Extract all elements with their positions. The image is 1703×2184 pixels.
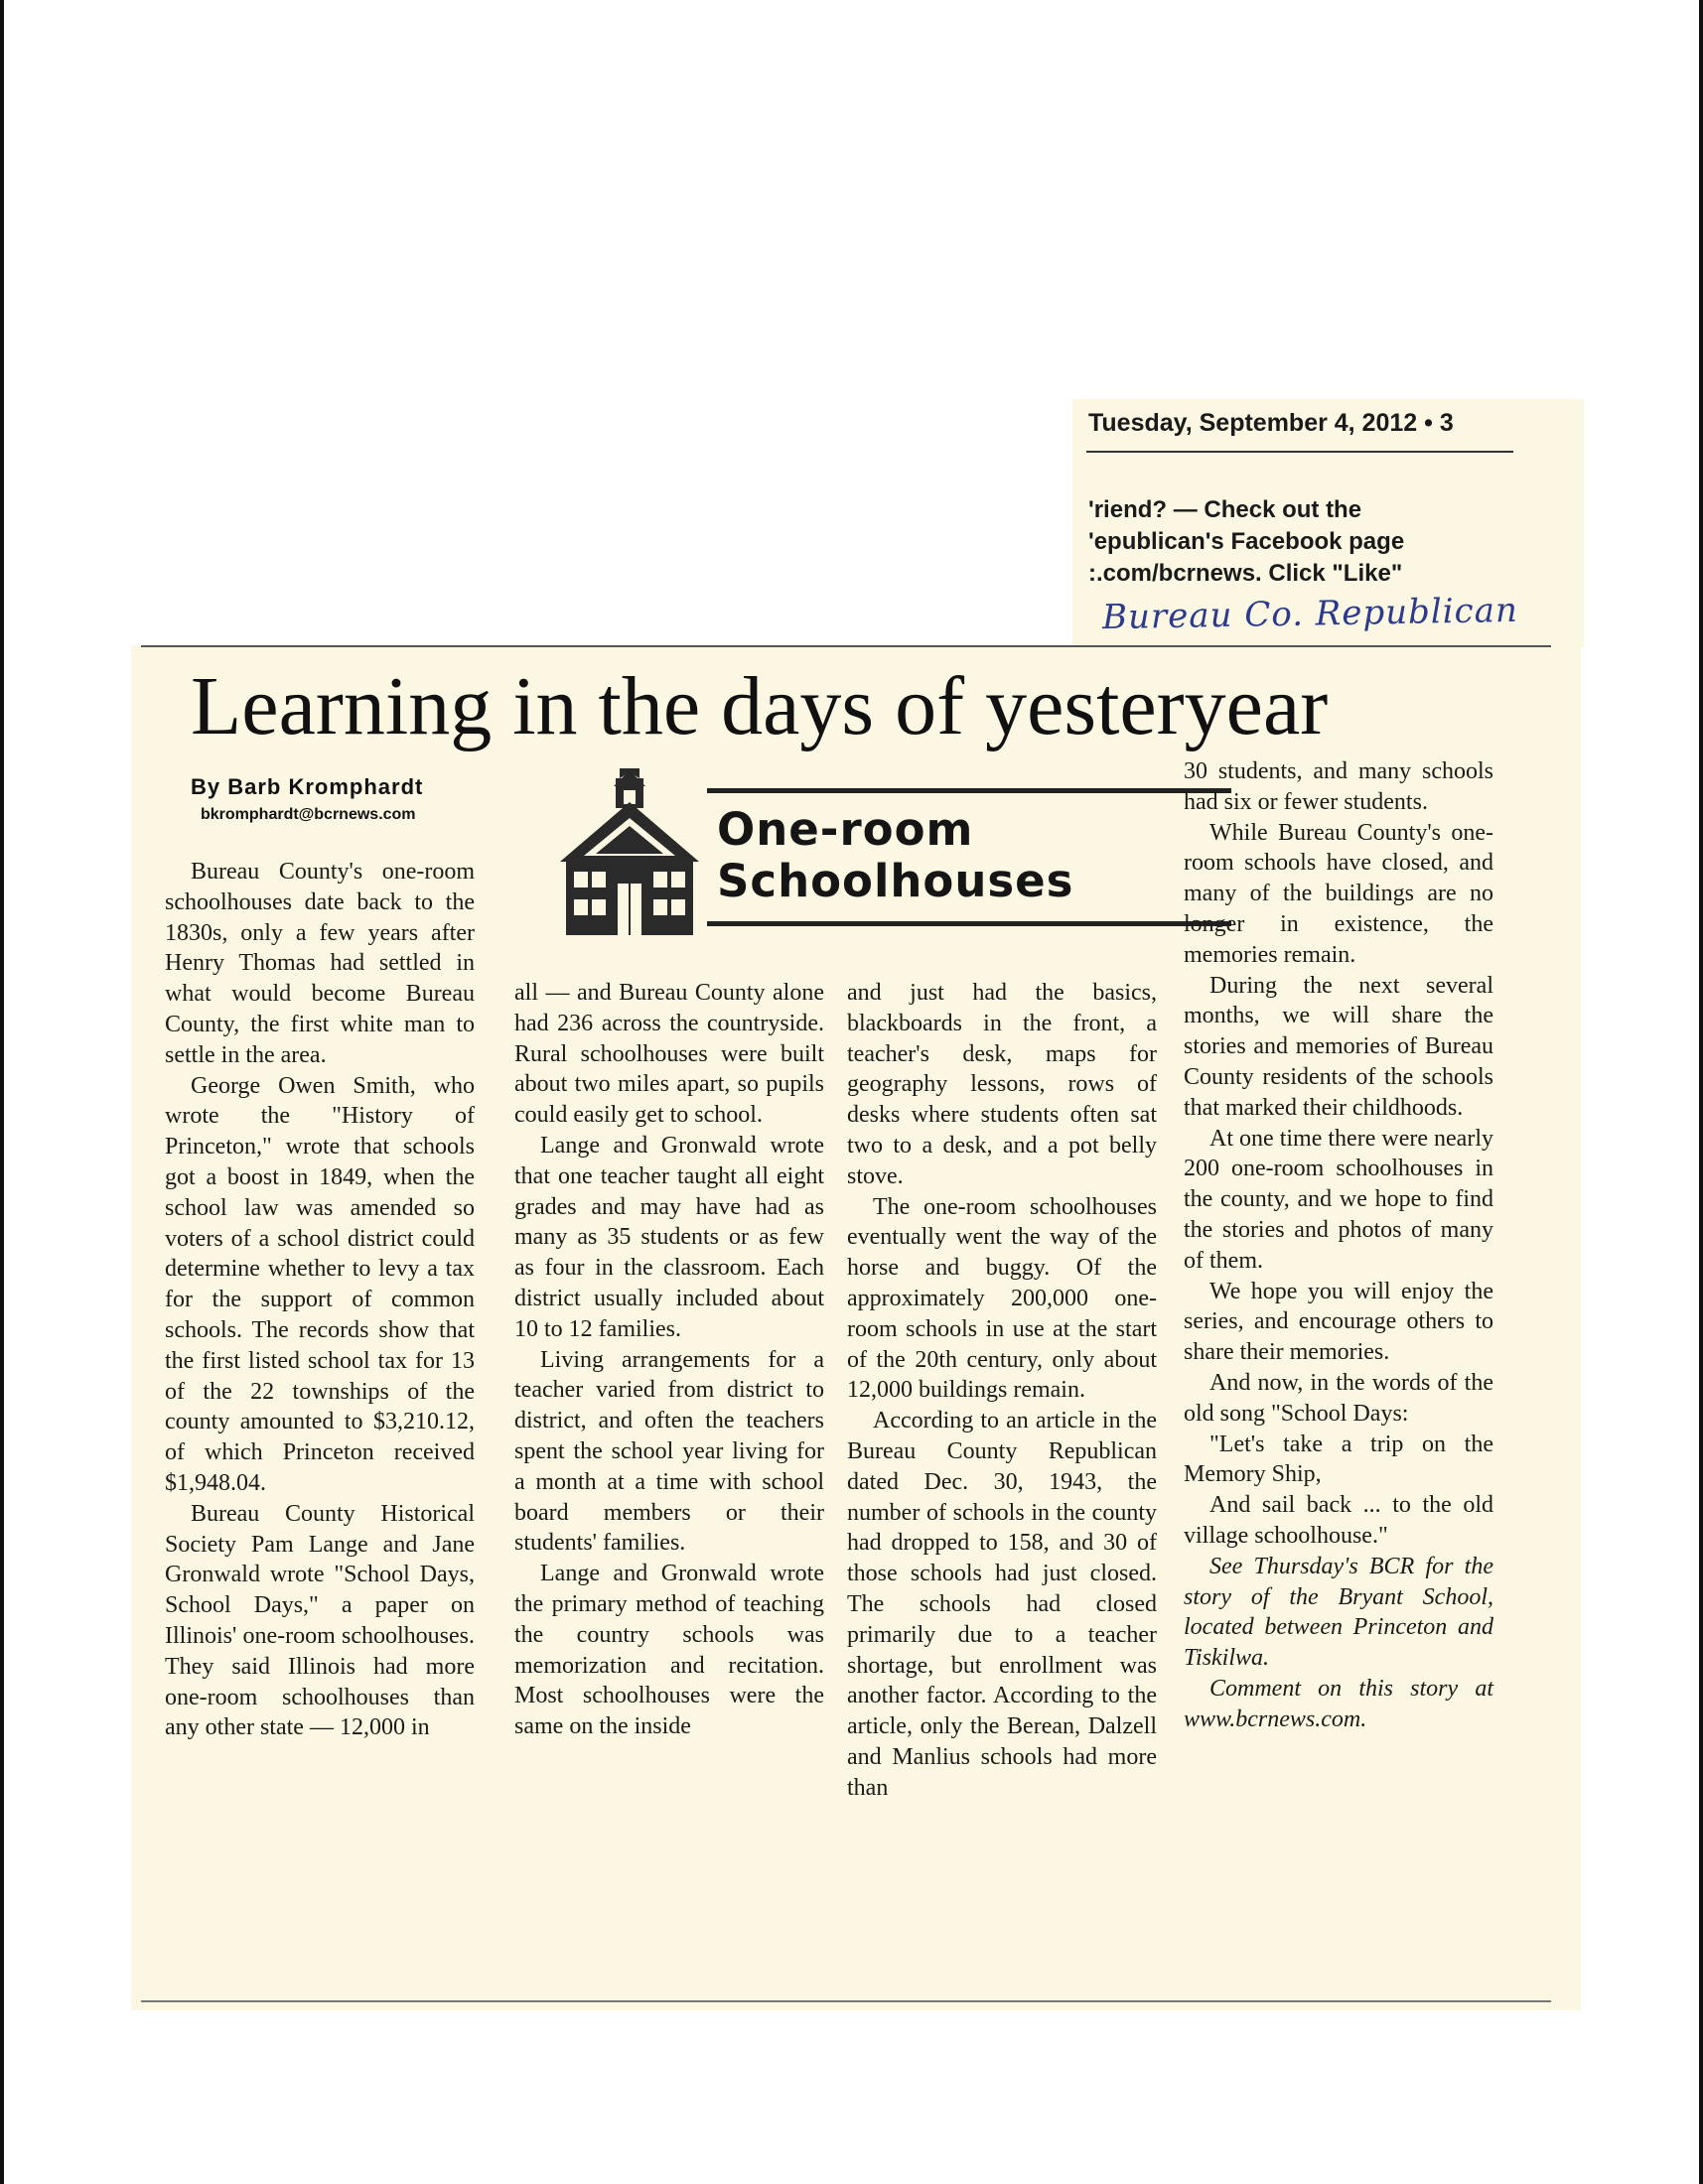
article-clipping [131, 645, 1581, 2010]
logo-title-line: One-room [717, 803, 974, 856]
promo-line: 'riend? — Check out the [1088, 496, 1362, 523]
facebook-promo [1088, 494, 1486, 590]
article-column-3 [847, 978, 1157, 1804]
logo-top-bar [707, 788, 1231, 793]
paragraph: George Owen Smith, who wrote the "History of Princeton," wrote that schools got a boost in 1849, when the school law was amended so voters of a school district could determine whether to levy a tax for the support of common schools. The records show that the first listed school tax for 13 of the 22 townships of the county amounted to $3,210.12, of which Princeton received $1,948.04. [165, 1072, 475, 1496]
paragraph: Living arrangements for a teacher varied from district to district, and often the teachers spent the school year living for a month at a time with school board members or their students' families. [514, 1346, 824, 1557]
paragraph: 30 students, and many schools had six or fewer students. [1184, 758, 1493, 815]
promo-line: :.com/bcrnews. Click "Like" [1088, 560, 1403, 587]
bottom-rule [141, 2000, 1551, 2002]
handwritten-source-note: Bureau Co. Republican [1101, 590, 1519, 638]
paragraph: And now, in the words of the old song "School Days: [1184, 1369, 1493, 1427]
comment-note: Comment on this story at www.bcrnews.com. [1184, 1675, 1493, 1732]
scan-edge-right [1699, 0, 1703, 2184]
dateline-rule [1086, 451, 1513, 453]
paragraph: While Bureau County's one-room schools have closed, and many of the buildings are no longer in existence, the memories remain. [1184, 819, 1493, 968]
paragraph: The one-room schoolhouses eventually went the way of the horse and buggy. Of the approximately 200,000 one-room schools in use at the start of the 20th century, only about 12,000 buildings remain. [847, 1193, 1157, 1404]
paragraph: Bureau County's one-room schoolhouses date back to the 1830s, only a few years after Henry Thomas had settled in what would become Bureau County, the first white man to settle in the area. [165, 859, 475, 1068]
paragraph: According to an article in the Bureau County Republican dated Dec. 30, 1943, the number of schools in the county had dropped to 158, and 30 of those schools had just closed. The schools had closed primarily due to a teacher shortage, but enrollment was another factor. According to the article, only the Berean, Dalzell and Manlius schools had more than [847, 1408, 1157, 1801]
paragraph: At one time there were nearly 200 one-room schoolhouses in the county, and we hope to find the stories and photos of many of them. [1184, 1125, 1493, 1274]
byline: By Barb Kromphardt [191, 774, 424, 799]
logo-title-line: Schoolhouses [717, 855, 1074, 907]
author-email: bkromphardt@bcrnews.com [201, 806, 416, 823]
top-rule [141, 645, 1551, 647]
paragraph: Lange and Gronwald wrote that one teacher taught all eight grades and may have had as many as 35 students or as few as four in the classroom. Each district usually included about 10 to 12 families. [514, 1132, 824, 1342]
related-story-note: See Thursday's BCR for the story of the Bryant School, located between Princeton and Tiskilwa. [1184, 1553, 1493, 1672]
schoolhouse-icon [560, 764, 699, 943]
paragraph: and just had the basics, blackboards in the front, a teacher's desk, maps for geography lessons, rows of desks where students often sat two to a desk, and a pot belly stove. [847, 980, 1157, 1189]
paragraph: During the next several months, we will share the stories and memories of Bureau County residents of the schools that marked their childhoods. [1184, 972, 1493, 1121]
dateline: Tuesday, September 4, 2012 • 3 [1088, 409, 1454, 437]
logo-bottom-bar [707, 921, 1231, 926]
header-clipping [1072, 399, 1584, 647]
paragraph: Lange and Gronwald wrote the primary method of teaching the country schools was memorization and recitation. Most schoolhouses were the same on the inside [514, 1561, 824, 1740]
paragraph: all — and Bureau County alone had 236 across the countryside. Rural schoolhouses were built about two miles apart, so pupils could easily get to school. [514, 980, 824, 1129]
headline: Learning in the days of yesteryear [191, 660, 1329, 752]
article-column-1 [165, 857, 475, 1743]
paragraph: Bureau County Historical Society Pam Lange and Jane Gronwald wrote "School Days, School Days," a paper on Illinois' one-room schoolhouses. They said Illinois had more one-room schoolhouses than any other state — 12,000 in [165, 1500, 475, 1741]
series-logo [560, 764, 1235, 943]
article-column-2 [514, 978, 824, 1742]
paragraph: "Let's take a trip on the Memory Ship, [1184, 1431, 1493, 1488]
scan-edge-left [0, 0, 4, 2184]
promo-line: 'epublican's Facebook page [1088, 528, 1405, 555]
paragraph: We hope you will enjoy the series, and encourage others to share their memories. [1184, 1278, 1493, 1366]
paragraph: And sail back ... to the old village schoolhouse." [1184, 1492, 1493, 1549]
article-column-4 [1184, 756, 1493, 1735]
logo-title [717, 804, 1073, 907]
